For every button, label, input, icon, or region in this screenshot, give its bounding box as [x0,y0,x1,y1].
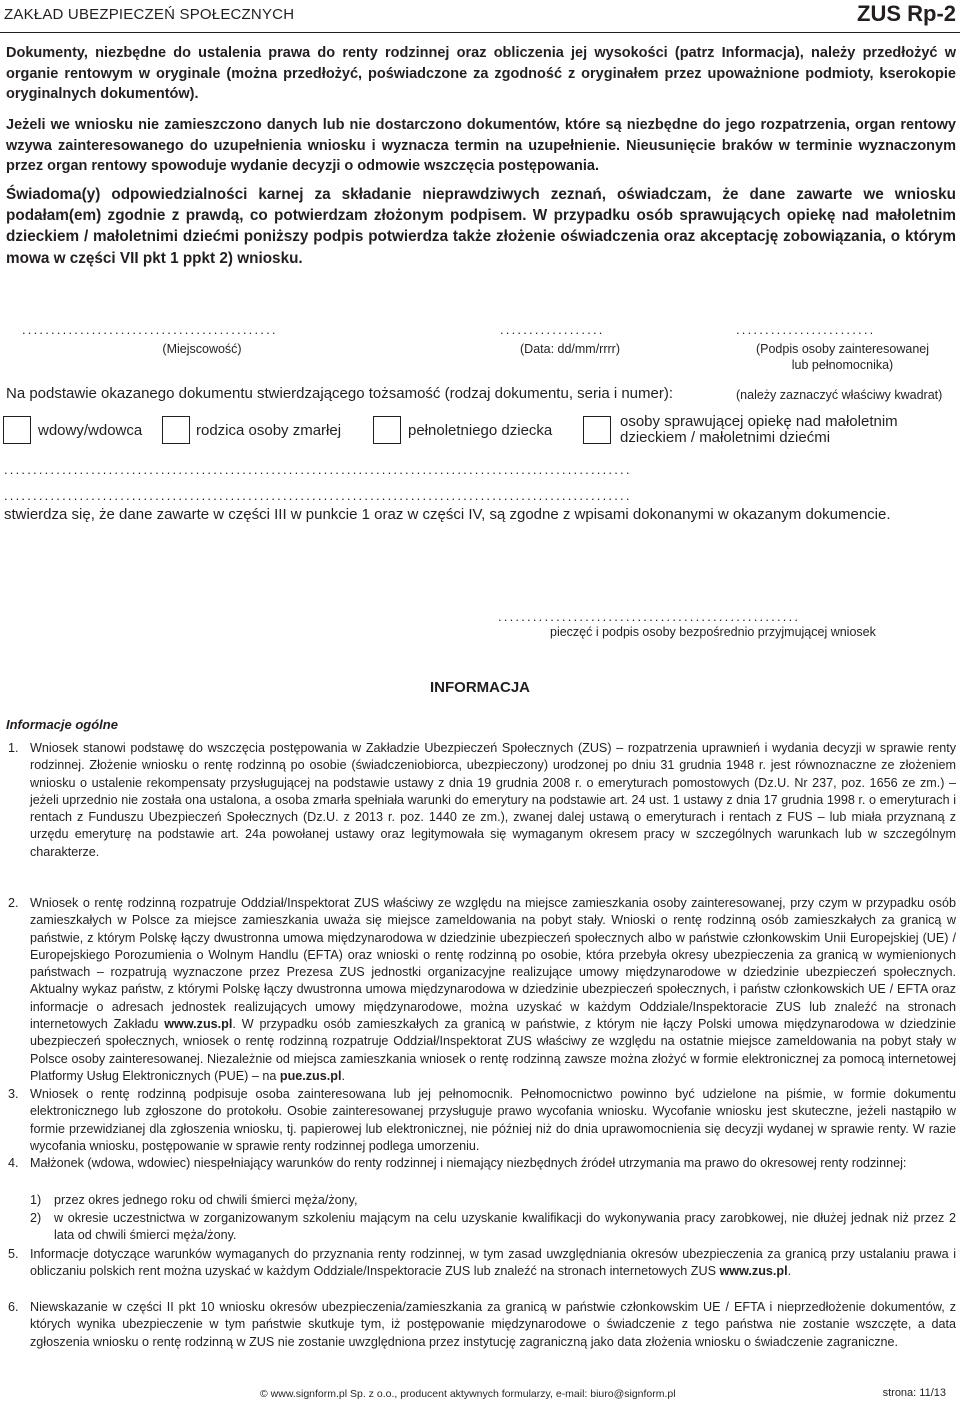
pue-website-link[interactable]: pue.zus.pl [279,1068,342,1083]
date-label: (Data: dd/mm/rrrr) [520,342,620,356]
checkbox-hint: (należy zaznaczyć właściwy kwadrat) [736,388,943,402]
info-item-1 [8,740,956,861]
info-item-4-sub-1-number: 1) [30,1193,42,1207]
info-item-2-text-c: . [341,1068,345,1083]
intro-paragraph-documents: Dokumenty, niezbędne do ustalenia prawa do renty rodzinnej oraz obliczenia jej wysokości (patrz Informacja), należy przedłożyć w organie rentowym w oryginale (można przedłożyć, poświadczone za zgodność z oryginałem przez upoważnione podmioty, kserokopie oryginalnych dokumentów). [6,45,956,103]
information-subtitle: Informacje ogólne [6,717,118,732]
info-item-4-sub-1-text: przez okres jednego roku od chwili śmierci męża/żony, [54,1193,358,1207]
info-item-5 [8,1246,956,1281]
checkbox-guardian-label-line2: dzieckiem / małoletnimi dziećmi [620,429,831,446]
information-title: INFORMACJA [430,679,530,696]
info-item-3 [8,1086,956,1155]
signature-dotted-line[interactable]: ........................ [736,322,876,337]
document-details-line-2[interactable]: ............................................................................................................ [4,488,632,503]
form-code: ZUS Rp-2 [857,1,956,26]
footer-copyright: © www.signform.pl Sp. z o.o., producent aktywnych formularzy, e-mail: biuro@signform.pl [260,1388,676,1400]
info-item-1-text: Wniosek stanowi podstawę do wszczęcia postępowania w Zakładzie Ubezpieczeń Społecznych (ZUS) – rozpatrzenia uprawnień i wydania decyzji w sprawie renty rodzinnej. Złożenie wniosku o rentę rodzinną po osobie (świadczeniobiorca, ubezpieczony) urodzonej po dniu 31 grudnia 1948 r. jest równoznaczne ze złożeniem wniosku o ustalenie rekompensaty przysługującej na podstawie ustawy z dnia 19 grudnia 2008 r. o emeryturach pomostowych (Dz.U. Nr 237, poz. 1656 ze zm.) – jeżeli uprzednio nie została ona ustalona, a osoba zmarła spełniała warunki do emerytury na podstawie art. 24 ust. 1 ustawy z dnia 17 grudnia 1998 r. o emeryturach i rentach z Funduszu Ubezpieczeń Społecznych (Dz.U. z 2013 r. poz. 1440 ze zm.), zwanej dalej ustawą o emeryturach i rentach z FUS – lub miała przyznaną z urzędu emeryturę na podstawie art. 24a powołanej ustawy oraz legitymowała się wymaganym okresem pracy w szczególnych warunkach lub w szczególnym charakterze. [30,741,956,859]
info-item-3-number: 3. [8,1087,19,1101]
info-item-1-number: 1. [8,741,19,755]
checkbox-widow-label: wdowy/wdowca [38,422,143,439]
confirmation-text: stwierdza się, że dane zawarte w części III w punkcie 1 oraz w części IV, są zgodne z wpisami dokonanymi w okazanym dokumencie. [4,506,891,523]
stamp-dotted-line[interactable]: .................................................... [498,609,801,624]
stamp-label: pieczęć i podpis osoby bezpośrednio przyjmującej wniosek [550,625,876,639]
signature-label-line1: (Podpis osoby zainteresowanej [755,342,930,356]
page-number: strona: 11/13 [882,1387,946,1399]
info-item-5-number: 5. [8,1247,19,1261]
checkbox-guardian-label-line1: osoby sprawującej opiekę nad małoletnim [620,413,898,430]
declaration-paragraph: Świadoma(y) odpowiedzialności karnej za składanie nieprawdziwych zeznań, oświadczam, że dane zawarte we wniosku podałam(em) zgodnie z prawdą, co potwierdzam złożonym podpisem. W przypadku osób sprawujących opiekę nad małoletnim dzieckiem / małoletnimi dziećmi poniższy podpis potwierdza także złożenie oświadczenia oraz akceptację zobowiązania, o którym mowa w części VII pkt 1 ppkt 2) wniosku. [6,186,956,267]
info-item-5-tail: . [787,1264,792,1279]
header-divider [0,32,960,33]
info-item-2-number: 2. [8,896,19,910]
info-item-4-sub-2-number: 2) [30,1211,42,1225]
zus-website-link[interactable]: www.zus.pl [164,1017,233,1032]
info-item-6-number: 6. [8,1300,19,1314]
zus-website-link-2[interactable]: www.zus.pl [719,1264,788,1279]
info-item-2 [8,895,956,1085]
info-item-2-text-a: Wniosek o rentę rodzinną rozpatruje Oddział/Inspektorat ZUS właściwy ze względu na miejsce zamieszkania osoby zainteresowanej, przy czym w przypadku osób zamieszkałych w Polsce za miejsce zamieszkania uważa się miejsce zameldowania na pobyt stały. Wnioski o rentę rodzinną osób zamieszkałych za granicą w państwie, z którym Polskę łączy dwustronna umowa międzynarodowa w dziedzinie ubezpieczeń społecznych albo w państwie członkowskim Unii Europejskiej (UE) / Europejskiego Porozumienia o Wolnym Handlu (EFTA) oraz wnioski o rentę rodzinną po osobie, która przebyła okresy ubezpieczenia za granicą w wymienionych państwach – rozpatrują wyznaczone przez Prezesa ZUS jednostki organizacyjne realizujące umowy międzynarodowe w dziedzinie ubezpieczeń społecznych. Aktualny wykaz państw, z którymi Polskę łączy dwustronna umowa międzynarodowa w dziedzinie ubezpieczeń społecznych, i państw członkowskich UE / EFTA oraz informacje o adresach jednostek realizujących umowy międzynarodowe, można uzyskać w każdym Oddziale/Inspektoracie ZUS lub znaleźć na stronach internetowych Zakładu [30,896,956,1032]
checkbox-widow[interactable] [3,416,31,444]
place-dotted-line[interactable]: ............................................ [22,322,278,337]
info-item-6-text: Niewskazanie w części II pkt 10 wniosku okresów ubezpieczenia/zamieszkania za granicą w państwie członkowskim UE / EFTA i nieprzedłożenie dokumentów, z których wynika ubezpieczenie w tym państwie skutkuje tym, iż postępowanie międzynarodowe o świadczenie z tego państwa nie zostanie wszczęte, a data zgłoszenia wniosku o rentę rodzinną w ZUS nie zostanie uwzględniona przez instytucję zagraniczną jako data złożenia wniosku o świadczenie zagraniczne. [30,1300,956,1349]
info-item-4-number: 4. [8,1156,19,1170]
checkbox-adult-child-label: pełnoletniego dziecka [408,422,553,439]
info-item-4-sub-2-text: w okresie uczestnictwa w zorganizowanym szkoleniu mającym na celu uzyskanie kwalifikacji do wykonywania pracy zarobkowej, nie dłużej jednak niż przez 2 lata od chwili śmierci męża/żony. [54,1211,956,1243]
checkbox-guardian[interactable] [583,416,611,444]
info-item-3-text: Wniosek o rentę rodzinną podpisuje osoba zainteresowana lub jej pełnomocnik. Pełnomocnictwo powinno być udzielone na piśmie, w formie dokumentu elektronicznego lub zgłoszone do protokołu. Osobie zainteresowanej przysługuje prawo wycofania wniosku. Wycofanie wniosku jest skuteczne, jeżeli nastąpiło w formie przewidzianej dla zgłoszenia wniosku, tj. papierowej lub elektronicznej, nie później niż do dnia uprawomocnienia się decyzji wydanej w sprawie renty. W razie wycofania wniosku, postępowanie w sprawie renty rodzinnej podlega umorzeniu. [30,1087,956,1153]
info-item-4-sub-1 [30,1192,956,1210]
document-details-line-1[interactable]: ............................................................................................................ [4,462,632,477]
identity-document-text: Na podstawie okazanego dokumentu stwierdzającego tożsamość (rodzaj dokumentu, seria i numer): [6,385,674,402]
checkbox-adult-child[interactable] [373,416,401,444]
date-dotted-line[interactable]: .................. [500,322,605,337]
signature-label-line2: lub pełnomocnika) [791,358,894,372]
checkbox-parent[interactable] [162,416,190,444]
info-item-4-text: Małżonek (wdowa, wdowiec) niespełniający warunków do renty rodzinnej i niemający niezbędnych źródeł utrzymania ma prawo do okresowej renty rodzinnej: [30,1156,907,1170]
info-item-2-text-b: . W przypadku osób zamieszkałych za granicą w państwie, z którym nie łączy Polski umowa międzynarodowa w dziedzinie ubezpieczeń społecznych, wniosek o rentę rodzinną rozpatruje Oddział/Inspektorat ZUS właściwy ze względu na ostatnie miejsce zameldowania na pobyt stały w Polsce osoby zainteresowanej. Niezależnie od miejsca zamieszkania wniosek o rentę rodzinną zawsze można złożyć w formie elektronicznej za pomocą internetowej Platformy Usług Elektronicznych (PUE) – na [30,1017,956,1083]
info-item-5-text: Informacje dotyczące warunków wymaganych do przyznania renty rodzinnej, w tym zasad uwzględniania okresów ubezpieczenia za granicą przy ustalaniu prawa i obliczaniu polskich rent można uzyskać w każdym Oddziale/Inspektoracie ZUS lub znaleźć na stronach internetowych ZUS [30,1247,956,1279]
place-label: (Miejscowość) [162,342,242,356]
intro-paragraph-missing-data: Jeżeli we wniosku nie zamieszczono danych lub nie dostarczono dokumentów, które są niezbędne do jego rozpatrzenia, organ rentowy wzywa zainteresowanego do uzupełnienia wniosku i wyznacza termin na uzupełnienie. Nieusunięcie braków w terminie wyznaczonym przez organ rentowy spowoduje wydanie decyzji o odmowie wszczęcia postępowania. [6,117,956,175]
info-item-4-sub-2 [30,1210,956,1246]
info-item-4 [8,1155,956,1172]
checkbox-parent-label: rodzica osoby zmarłej [196,422,342,439]
institution-name: ZAKŁAD UBEZPIECZEŃ SPOŁECZNYCH [4,6,295,23]
info-item-6 [8,1299,956,1351]
